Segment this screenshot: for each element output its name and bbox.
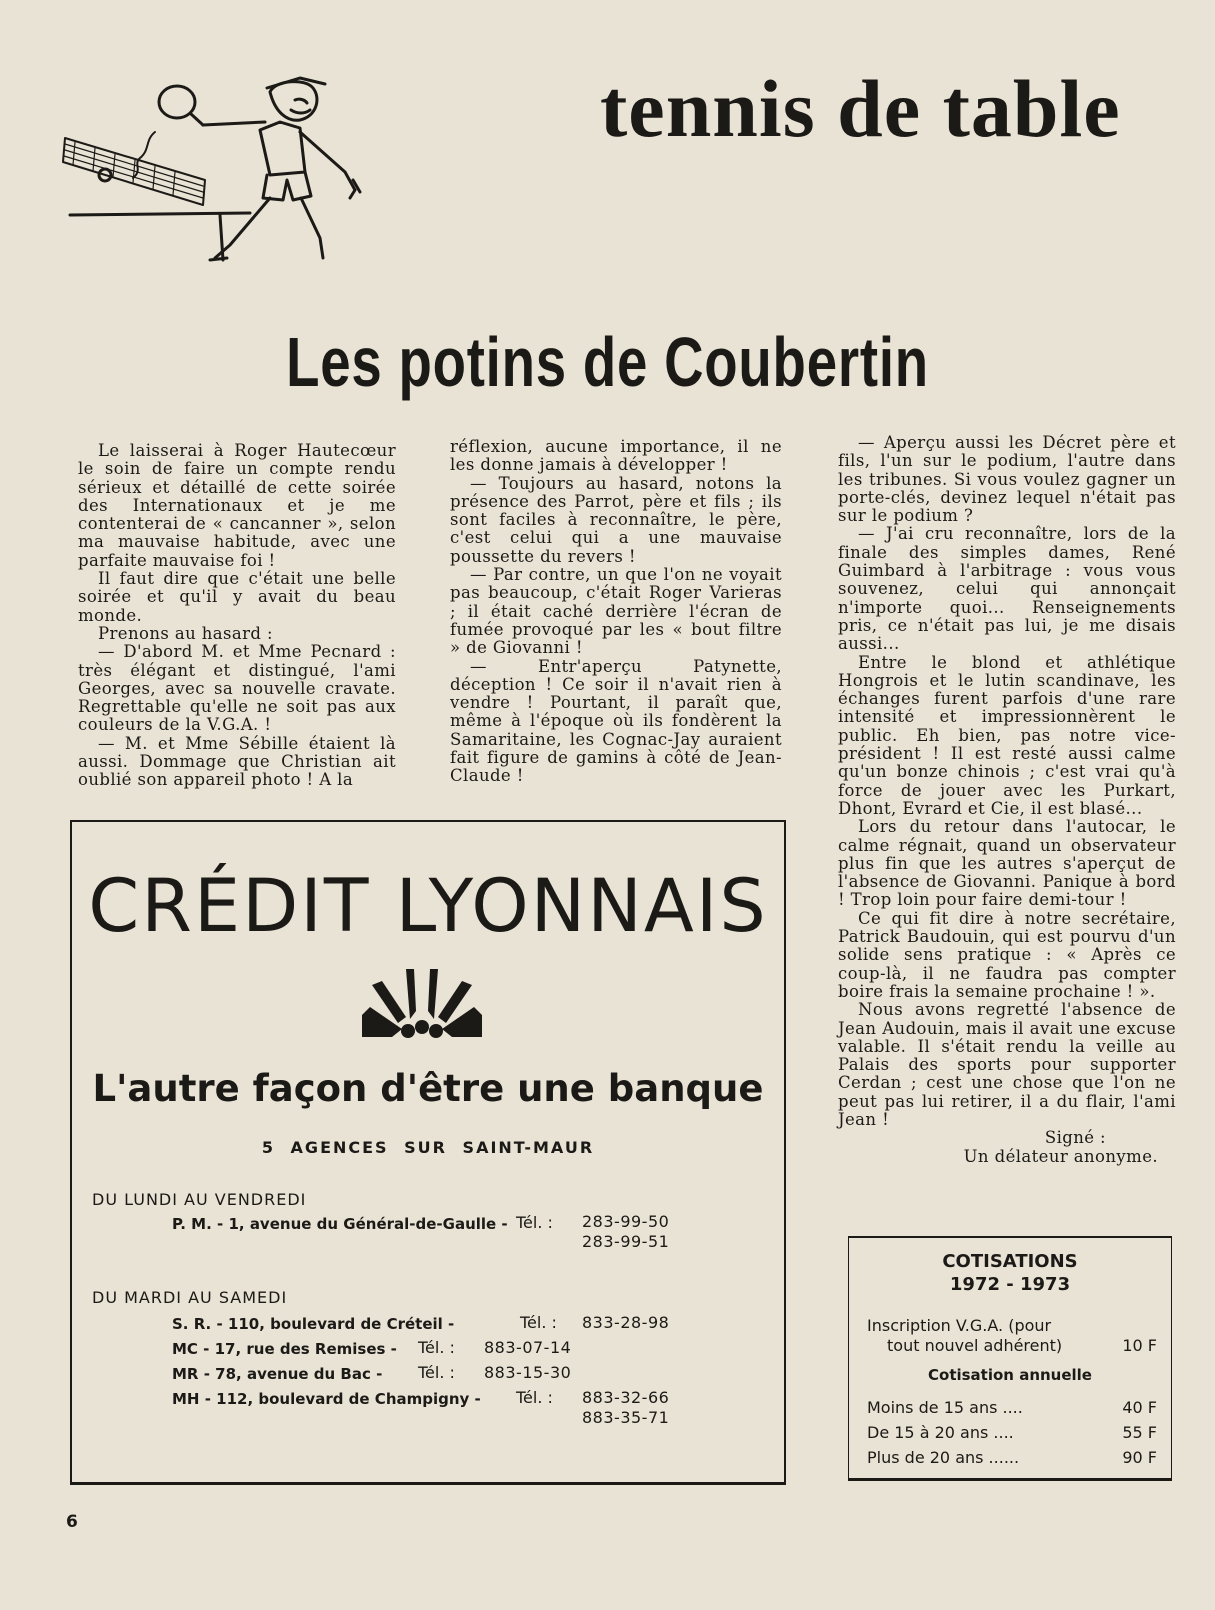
paragraph: — Entr'aperçu Patynette, déception ! Ce soir il n'avait rien à vendre ! Pourtant, il paraît que, même à l'époque où ils fondèrent la Samaritaine, les Cognac-Jay auraient fait figure de gamins à côté de Jean-Claude !: [450, 656, 782, 786]
paragraph: Entre le blond et athlétique Hongrois et le lutin scandinave, les échanges furent parfois d'une rare intensité et impressionnèrent le public. Eh bien, pas notre vice-président ! Il est resté aussi calme qu'un bonze chinois ; c'est vrai qu'à force de jouer avec les Purkart, Dhont, Evrard et Cie, il est blasé...: [838, 652, 1176, 818]
agency-mh-tel-label: Tél. :: [516, 1388, 553, 1407]
paragraph: — Toujours au hasard, notons la présence des Parrot, père et fils ; ils sont faciles à reconnaître, le père, c'est celui qui a une mauvaise poussette du revers !: [450, 473, 782, 566]
fee-label: De 15 à 20 ans ....: [867, 1423, 1014, 1442]
paragraph: réflexion, aucune importance, il ne les donne jamais à développer !: [450, 437, 782, 475]
paragraph: — M. et Mme Sébille étaient là aussi. Dommage que Christian ait oublié son appareil photo ! A la: [78, 733, 396, 790]
paragraph: — J'ai cru reconnaître, lors de la finale des simples dames, René Guimbard à l'arbitrage : vous vous souvenez, celui qui annonçait n'importe quoi... Renseignements pris, ce n'était pas lui, je me disais aussi...: [838, 524, 1176, 654]
page-number: 6: [66, 1512, 78, 1532]
bank-slogan: L'autre façon d'être une banque: [92, 1067, 764, 1110]
paragraph: — Aperçu aussi les Décret père et fils, l'un sur le podium, l'autre dans les tribunes. Si vous voulez gagner un porte-clés, devinez lequel n'était pas sur le podium ?: [838, 433, 1176, 526]
credit-lyonnais-advertisement: [70, 820, 786, 1485]
inscription-amount: 10 F: [1122, 1336, 1157, 1355]
fee-label: Plus de 20 ans ......: [867, 1448, 1020, 1467]
annual-fee-heading: Cotisation annuelle: [928, 1366, 1092, 1384]
cotisations-title: [849, 1250, 1171, 1296]
cotisations-title-line2: 1972 - 1973: [949, 1274, 1071, 1295]
agency-sr-tel-label: Tél. :: [520, 1313, 557, 1332]
agency-mh-phone-2: 883-35-71: [582, 1408, 670, 1427]
article-column-2: [450, 438, 782, 786]
paragraph: Nous avons regretté l'absence de Jean Audouin, mais il avait une excuse valable. Il s'était rendu la veille au Palais des sports pour supporter Cerdan ; cest une chose que l'on ne peut pas lui retirer, il a du flair, l'ami Jean !: [838, 1000, 1176, 1129]
agency-pm-phone-2: 283-99-51: [582, 1232, 670, 1251]
bank-name: CRÉDIT LYONNAIS: [88, 864, 768, 949]
schedule-tue-sat: DU MARDI AU SAMEDI: [92, 1288, 288, 1307]
fee-row: [867, 1423, 1157, 1442]
paragraph: Prenons au hasard :: [98, 623, 273, 643]
cotisations-title-line1: COTISATIONS: [942, 1251, 1078, 1272]
agency-mc-address: MC - 17, rue des Remises -: [172, 1340, 397, 1358]
paragraph: — D'abord M. et Mme Pecnard : très élégant et distingué, l'ami Georges, avec sa nouvelle cravate. Regrettable qu'elle ne soit pas aux couleurs de la V.G.A. !: [78, 642, 396, 735]
agency-pm-phone-1: 283-99-50: [582, 1212, 670, 1231]
paragraph: Il faut dire que c'était une belle soirée et qu'il y avait du beau monde.: [78, 569, 396, 625]
fee-amount: 55 F: [1122, 1423, 1157, 1442]
schedule-weekdays: DU LUNDI AU VENDREDI: [92, 1190, 307, 1209]
inscription-line2: tout nouvel adhérent): [887, 1336, 1063, 1355]
fee-row: [867, 1448, 1157, 1467]
cotisations-box: [848, 1236, 1172, 1481]
agency-mr-phone: 883-15-30: [484, 1363, 572, 1382]
agency-mc-tel-label: Tél. :: [418, 1338, 455, 1357]
inscription-line1: Inscription V.G.A. (pour: [867, 1316, 1052, 1335]
signature-label: Signé :: [1044, 1128, 1106, 1148]
agency-pm-tel-label: Tél. :: [516, 1213, 553, 1232]
inscription-row: [887, 1336, 1157, 1355]
agency-mh-address: MH - 112, boulevard de Champigny -: [172, 1390, 481, 1408]
fee-row: [867, 1398, 1157, 1417]
agency-mr-address: MR - 78, avenue du Bac -: [172, 1365, 383, 1383]
paragraph: Lors du retour dans l'autocar, le calme régnait, quand un observateur plus fin que les autres s'aperçut de l'absence de Giovanni. Panique à bord ! Trop loin pour faire demi-tour !: [838, 817, 1176, 910]
bank-logo-icon: [362, 967, 482, 1045]
agency-mc-phone: 883-07-14: [484, 1338, 572, 1357]
agency-sr-address: S. R. - 110, boulevard de Créteil -: [172, 1315, 455, 1333]
fee-amount: 40 F: [1122, 1398, 1157, 1417]
paragraph: — Par contre, un que l'on ne voyait pas beaucoup, c'était Roger Varieras ; il était caché derrière l'écran de fumée provoqué par les « bout filtre » de Giovanni !: [450, 565, 782, 658]
paragraph: Le laisserai à Roger Hautecœur le soin de faire un compte rendu sérieux et détaillé de cette soirée des Internationaux et je me contenterai de « cancanner », selon ma mauvaise habitude, avec une parfaite mauvaise foi !: [78, 441, 396, 570]
article-headline: Les potins de Coubertin: [286, 323, 929, 401]
agency-mh-phone-1: 883-32-66: [582, 1388, 670, 1407]
fee-amount: 90 F: [1122, 1448, 1157, 1467]
agency-sr-phone: 833-28-98: [582, 1313, 670, 1332]
section-title: tennis de table: [600, 63, 1121, 154]
agency-pm-address: P. M. - 1, avenue du Général-de-Gaulle -: [172, 1215, 508, 1233]
article-column-1: [78, 442, 396, 790]
paragraph: Ce qui fit dire à notre secrétaire, Patrick Baudouin, qui est pourvu d'un solide sens pratique : « Après ce coup-là, il ne faudra pas compter boire frais la semaine prochaine ! ».: [838, 908, 1176, 1001]
signature-name: Un délateur anonyme.: [963, 1146, 1158, 1166]
article-column-3: [838, 434, 1176, 1166]
agency-mr-tel-label: Tél. :: [418, 1363, 455, 1382]
fee-label: Moins de 15 ans ....: [867, 1398, 1023, 1417]
agencies-heading: 5 AGENCES SUR SAINT-MAUR: [261, 1138, 595, 1157]
table-tennis-player-illustration: [55, 70, 405, 285]
